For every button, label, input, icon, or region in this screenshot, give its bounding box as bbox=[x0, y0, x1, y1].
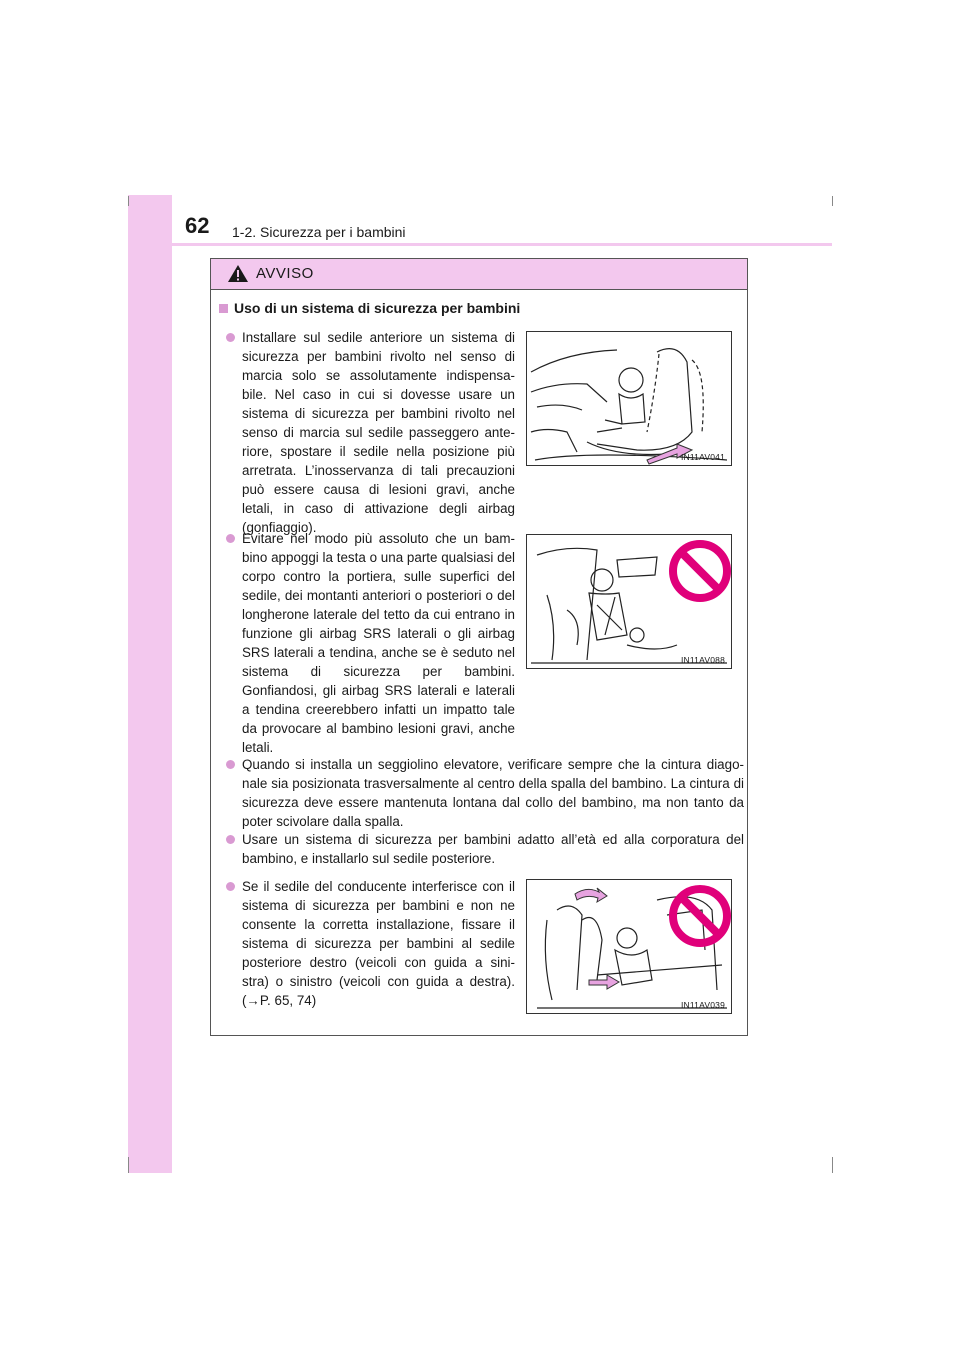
bullet-text: Evitare nel modo più assoluto che un bam-bino appoggi la testa o una parte qualsiasi del corpo contro la portiera, sulle superfici del sedile, dei montanti anteriori o posteriori o del longherone laterale del tetto da cui entrano in funzione gli airbag SRS laterali o gli airbag SRS laterali a tendina, anche se è seduto nel sistema di sicurezza per bambini. Gonfiandosi, gli airbag SRS laterali e laterali a tendina creerebbero infatti un impatto tale da provocare al bambino lesioni gravi, anche letali. bbox=[242, 531, 515, 755]
bullet-dot-icon bbox=[226, 333, 235, 342]
bullet-item bbox=[242, 755, 744, 831]
crop-mark bbox=[128, 1157, 129, 1173]
figure-head-against-door bbox=[526, 534, 732, 669]
page-number: 62 bbox=[185, 213, 210, 238]
square-bullet-icon bbox=[219, 304, 228, 313]
bullet-item bbox=[242, 830, 744, 868]
prohibition-icon bbox=[673, 544, 727, 598]
warning-header bbox=[211, 259, 747, 290]
warning-title: AVVISO bbox=[256, 265, 314, 282]
bullet-text: Quando si installa un seggiolino elevatore, verificare sempre che la cintura diago-nale sia posizionata trasversalmente al centro della spalla del bambino. La cintura di sicurezza deve essere mantenuta lontana dal collo del bambino, ma non tanto da poter scivolare dalla spalla. bbox=[242, 757, 744, 829]
subheading bbox=[219, 300, 520, 316]
figure-code: IN11AV039 bbox=[680, 1000, 725, 1010]
warning-box bbox=[210, 258, 748, 1036]
bullet-dot-icon bbox=[226, 534, 235, 543]
bullet-item bbox=[242, 877, 515, 1010]
bullet-item bbox=[242, 529, 515, 757]
crop-mark bbox=[832, 1157, 833, 1173]
side-tab-band bbox=[128, 195, 172, 1173]
child-seat-illustration bbox=[527, 332, 733, 467]
bullet-dot-icon bbox=[226, 882, 235, 891]
bullet-text: Usare un sistema di sicurezza per bambini adatto all’età ed alla corporatura del bambino, e installarlo sul sedile posteriore. bbox=[242, 832, 744, 866]
crop-mark bbox=[128, 196, 129, 206]
warning-triangle-icon bbox=[227, 264, 249, 283]
figure-code: IN11AV088 bbox=[680, 655, 725, 665]
bullet-text: Se il sedile del conducente interferisce con il sistema di sicurezza per bambini e non ne consente la corretta installazione, fissare il sistema di sicurezza per bambini al sedile posteriore destro (veicoli con guida a sini-stra) o sinistro (veicoli con guida a destra). (→P. 65, 74) bbox=[242, 879, 515, 1008]
figure-driver-seat-interference bbox=[526, 879, 732, 1014]
header-rule bbox=[172, 243, 832, 246]
figure-forward-facing-seat bbox=[526, 331, 732, 466]
subheading-text: Uso di un sistema di sicurezza per bambini bbox=[234, 300, 521, 316]
prohibition-icon bbox=[673, 889, 727, 943]
bullet-dot-icon bbox=[226, 760, 235, 769]
bullet-text: Installare sul sedile anteriore un sistema di sicurezza per bambini rivolto nel senso di marcia solo se assolutamente indispensa-bile. Nel caso in cui si dovesse usare un sistema di sicurezza per bambini rivolto nel senso di marcia sul sedile passeggero ante-riore, spostare il sedile nella posizione più arretrata. L’inosservanza di tali precauzioni può essere causa di lesioni gravi, anche letali, in caso di attivazione degli airbag (gonfiaggio). bbox=[242, 330, 515, 535]
section-title: 1-2. Sicurezza per i bambini bbox=[232, 224, 406, 240]
bullet-dot-icon bbox=[226, 835, 235, 844]
driver-seat-interference-illustration bbox=[527, 880, 733, 1015]
crop-mark bbox=[832, 196, 833, 206]
bullet-item bbox=[242, 328, 515, 537]
child-near-door-illustration bbox=[527, 535, 733, 670]
figure-code: IN11AV041 bbox=[680, 452, 725, 462]
